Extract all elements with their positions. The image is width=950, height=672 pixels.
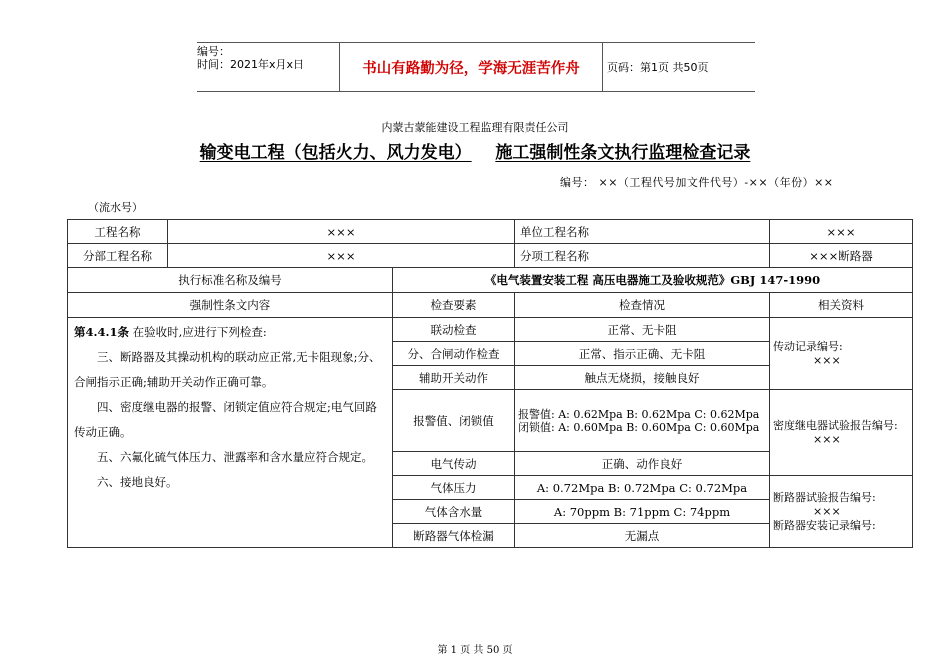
table-row [68, 220, 913, 244]
related-transmission-record [770, 318, 913, 390]
related-value: ××× [813, 353, 841, 367]
requirement-cell: 电气传动 [393, 452, 515, 476]
result-cell: A: 70ppm B: 71ppm C: 74ppm [515, 500, 770, 524]
table-row [68, 318, 913, 342]
result-cell: 正常、指示正确、无卡阻 [515, 342, 770, 366]
result-cell: 正确、动作良好 [515, 452, 770, 476]
clause-intro: 在验收时,应进行下列检查: [129, 325, 267, 339]
related-label: 断路器安装记录编号: [773, 518, 876, 532]
code-label: 编号： [197, 45, 230, 58]
sub-project-value: ××× [168, 244, 515, 268]
column-header-requirement: 检查要素 [393, 293, 515, 318]
clause-item-4: 四、密度继电器的报警、闭锁定值应符合规定;电气回路传动正确。 [74, 400, 377, 439]
requirement-cell: 气体压力 [393, 476, 515, 500]
title-part-1: 输变电工程（包括火力、风力发电） [199, 143, 472, 163]
requirement-cell: 气体含水量 [393, 500, 515, 524]
result-cell: 触点无烧损，接触良好 [515, 366, 770, 390]
project-name-value: ××× [168, 220, 515, 244]
title-part-2: 施工强制性条文执行监理检查记录 [495, 143, 751, 163]
standard-label: 执行标准名称及编号 [68, 268, 393, 293]
requirement-cell: 断路器气体检漏 [393, 524, 515, 548]
alarm-value-line: 报警值: A: 0.62Mpa B: 0.62Mpa C: 0.62Mpa [518, 407, 760, 421]
page-code: 页码：第1页 共50页 [607, 61, 709, 74]
unit-project-label: 单位工程名称 [515, 220, 770, 244]
clause-item-6: 六、接地良好。 [97, 475, 178, 489]
item-project-value: ×××断路器 [770, 244, 913, 268]
result-cell: 正常、无卡阻 [515, 318, 770, 342]
project-name-label: 工程名称 [68, 220, 168, 244]
document-number: 编号： ××（工程代号加文件代号）-××（年份）×× [560, 176, 834, 189]
requirement-cell: 分、合闸动作检查 [393, 342, 515, 366]
clause-item-5: 五、六氟化硫气体压力、泄露率和含水量应符合规定。 [97, 450, 373, 464]
requirement-cell: 联动检查 [393, 318, 515, 342]
related-label: 传动记录编号: [773, 339, 843, 353]
related-density-relay-report [770, 390, 913, 476]
related-label: 断路器试验报告编号: [773, 490, 876, 504]
related-label: 密度继电器试验报告编号: [773, 418, 898, 432]
column-header-content: 强制性条文内容 [68, 293, 393, 318]
unit-project-value: ××× [770, 220, 913, 244]
table-row [68, 293, 913, 318]
column-header-related: 相关资料 [770, 293, 913, 318]
clause-content [68, 318, 393, 548]
time-label: 时间：2021年x月x日 [197, 58, 305, 71]
clause-item-3: 三、断路器及其操动机构的联动应正常,无卡阻现象;分、合闸指示正确;辅助开关动作正确可靠。 [74, 350, 381, 389]
header-meta [197, 43, 337, 93]
company-name: 内蒙古蒙能建设工程监理有限责任公司 [381, 121, 569, 134]
column-header-result: 检查情况 [515, 293, 770, 318]
page-header-box [197, 42, 755, 92]
table-row [68, 244, 913, 268]
motto-text: 书山有路勤为径，学海无涯苦作舟 [339, 43, 603, 91]
result-cell [515, 390, 770, 452]
document-title [0, 138, 950, 163]
related-breaker-reports [770, 476, 913, 548]
inspection-table [67, 219, 913, 548]
result-cell: 无漏点 [515, 524, 770, 548]
related-value: ××× [813, 504, 841, 518]
clause-title: 第4.4.1条 [74, 325, 130, 339]
sub-project-label: 分部工程名称 [68, 244, 168, 268]
standard-value: 《电气装置安装工程 高压电器施工及验收规范》GBJ 147-1990 [393, 268, 913, 293]
requirement-cell: 报警值、闭锁值 [393, 390, 515, 452]
result-cell: A: 0.72Mpa B: 0.72Mpa C: 0.72Mpa [515, 476, 770, 500]
item-project-label: 分项工程名称 [515, 244, 770, 268]
serial-number-label: （流水号） [88, 201, 143, 214]
table-row [68, 268, 913, 293]
related-value: ××× [813, 432, 841, 446]
requirement-cell: 辅助开关动作 [393, 366, 515, 390]
lock-value-line: 闭锁值: A: 0.60Mpa B: 0.60Mpa C: 0.60Mpa [518, 420, 760, 434]
page-footer: 第 1 页 共 50 页 [437, 645, 513, 656]
